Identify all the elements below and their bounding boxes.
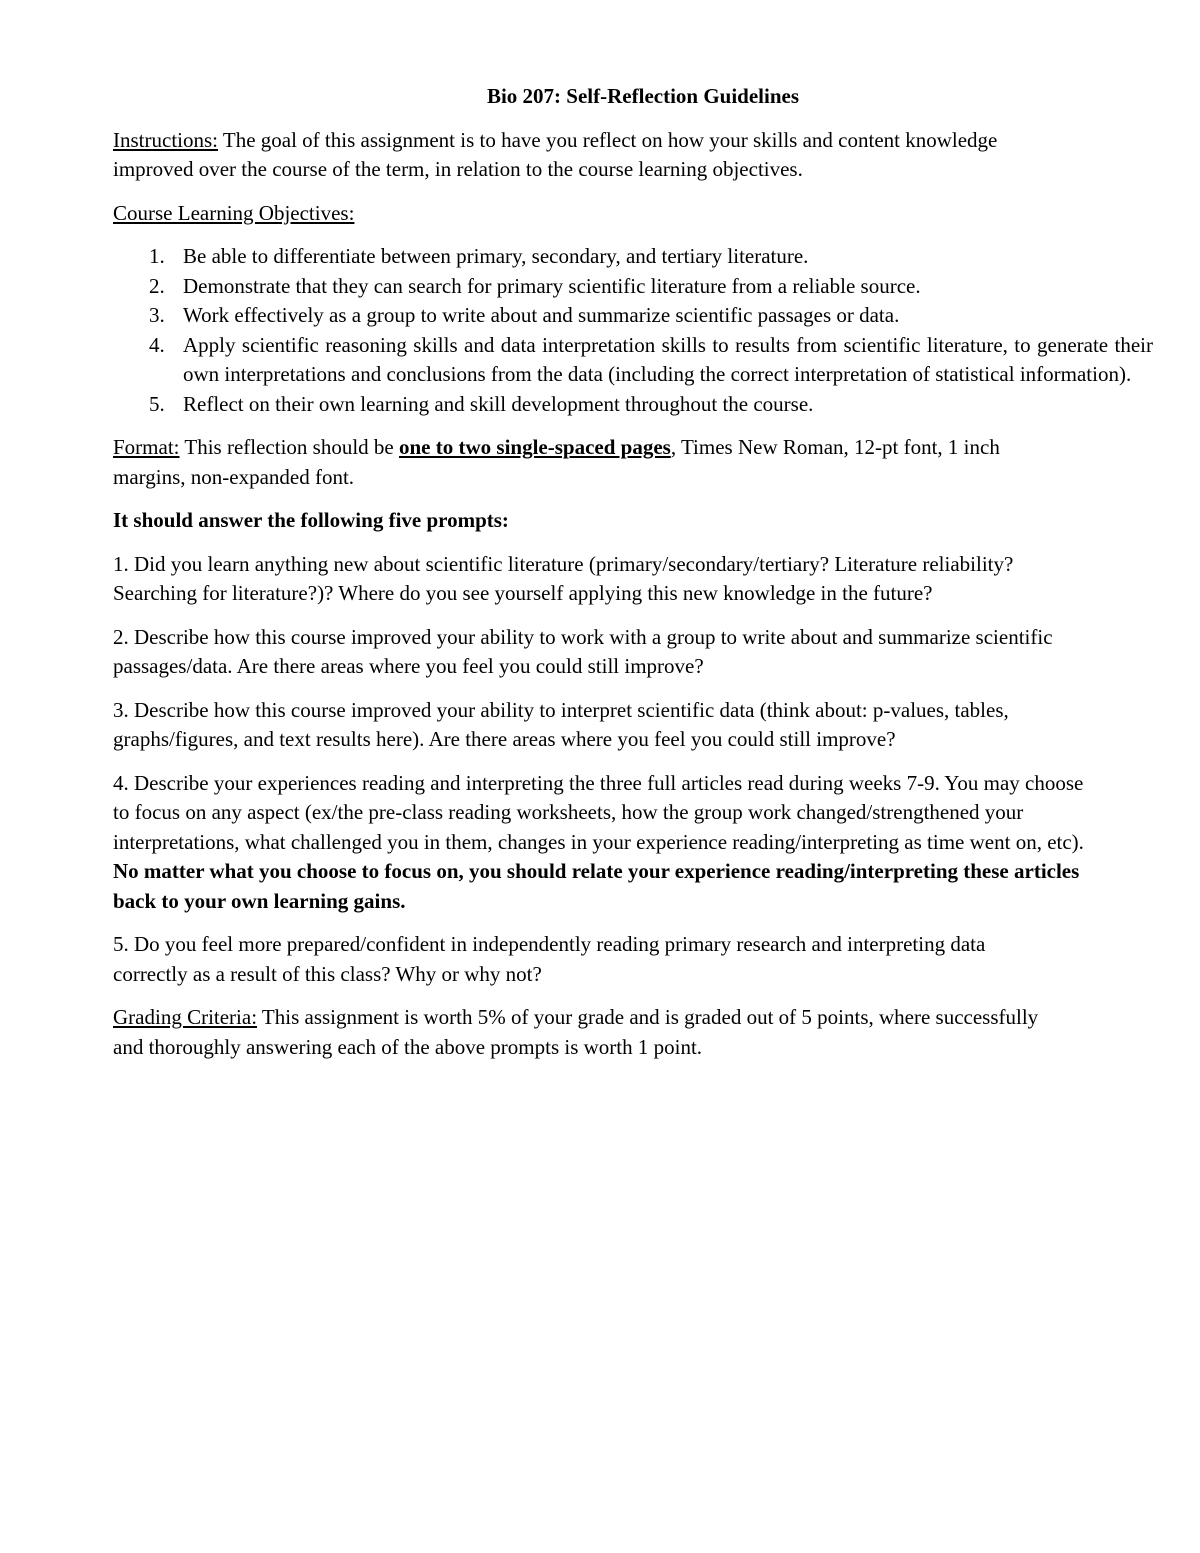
list-item — [113, 272, 1153, 302]
list-item-text: Work effectively as a group to write about and summarize scientific passages or data. — [183, 303, 900, 327]
list-item — [113, 242, 1153, 272]
grading-text: This assignment is worth 5% of your grade and is graded out of 5 points, where successfully and thoroughly answering each of the above prompts is worth 1 point. — [113, 1005, 1039, 1059]
format-paragraph — [113, 433, 1073, 492]
document-page — [113, 82, 1153, 1076]
list-item-text: Reflect on their own learning and skill development throughout the course. — [183, 391, 814, 416]
list-item-number-text: 5. — [149, 391, 165, 416]
list-item-text: Apply scientific reasoning skills and data interpretation skills to results from scientific literature, to generate their own interpretations and conclusions from the data (including the correct interpretation of statistical information). — [183, 332, 1153, 386]
list-item — [113, 331, 1153, 390]
list-item-number-text: 3. — [149, 303, 165, 327]
prompt-4 — [113, 769, 1098, 917]
format-text-after: , Times New Roman, 12-pt font, 1 inch margins, non-expanded font. — [113, 435, 1000, 489]
instructions-label: Instructions: — [113, 127, 218, 152]
prompt-3: 3. Describe how this course improved your ability to interpret scientific data (think about: p-values, tables, graphs/figures, and text results here). Are there areas where you feel you could still improve? — [113, 697, 1009, 751]
prompt-1: 1. Did you learn anything new about scientific literature (primary/secondary/tertiary? Literature reliability? Searching for literature?)? Where do you see yourself applying this new knowledge in the future? — [113, 551, 1014, 605]
grading-label: Grading Criteria: — [113, 1005, 258, 1029]
list-item-text: Demonstrate that they can search for primary scientific literature from a reliable source. — [183, 273, 921, 298]
list-item-number — [113, 272, 183, 302]
objectives-heading — [113, 199, 1153, 229]
prompt-4-bold: No matter what you choose to focus on, you should relate your experience reading/interpreting these articles back to your own learning gains. — [113, 859, 1080, 913]
list-item — [113, 301, 1153, 331]
list-item-number-text: 2. — [149, 273, 165, 298]
prompt-2: 2. Describe how this course improved your ability to work with a group to write about and summarize scientific passages/data. Are there areas where you feel you could still improve? — [113, 624, 1053, 678]
grading-paragraph — [113, 1003, 1073, 1062]
list-item-number — [113, 331, 183, 361]
format-emphasis: one to two single-spaced pages — [399, 435, 671, 459]
list-item-text: Be able to differentiate between primary, secondary, and tertiary literature. — [183, 244, 809, 268]
list-item — [113, 390, 1153, 420]
prompt-4-text: 4. Describe your experiences reading and interpreting the three full articles read during weeks 7-9. You may choose to focus on any aspect (ex/the pre-class reading worksheets, how the group work changed/strengthened your interpretations, what challenged you in them, changes in your experience reading/interpreting as time went on, etc). — [113, 770, 1084, 854]
format-text-before: This reflection should be — [179, 435, 399, 459]
format-label: Format: — [113, 435, 180, 459]
list-item-number — [113, 301, 183, 331]
prompts-heading: It should answer the following five prompts: — [113, 508, 509, 532]
objectives-list — [113, 242, 1153, 419]
objectives-heading-label: Course Learning Objectives: — [113, 200, 355, 225]
list-item-number-text: 4. — [149, 332, 165, 357]
instructions-paragraph — [113, 126, 1013, 185]
document-title: Bio 207: Self-Reflection Guidelines — [486, 84, 800, 108]
prompt-5: 5. Do you feel more prepared/confident in independently reading primary research and interpreting data correctly as a result of this class? Why or why not? — [113, 932, 986, 986]
list-item-number-text: 1. — [149, 244, 165, 268]
list-item-number — [113, 390, 183, 420]
list-item-number — [113, 242, 183, 272]
instructions-text: The goal of this assignment is to have you reflect on how your skills and content knowledge improved over the course of the term, in relation to the course learning objectives. — [113, 127, 998, 181]
